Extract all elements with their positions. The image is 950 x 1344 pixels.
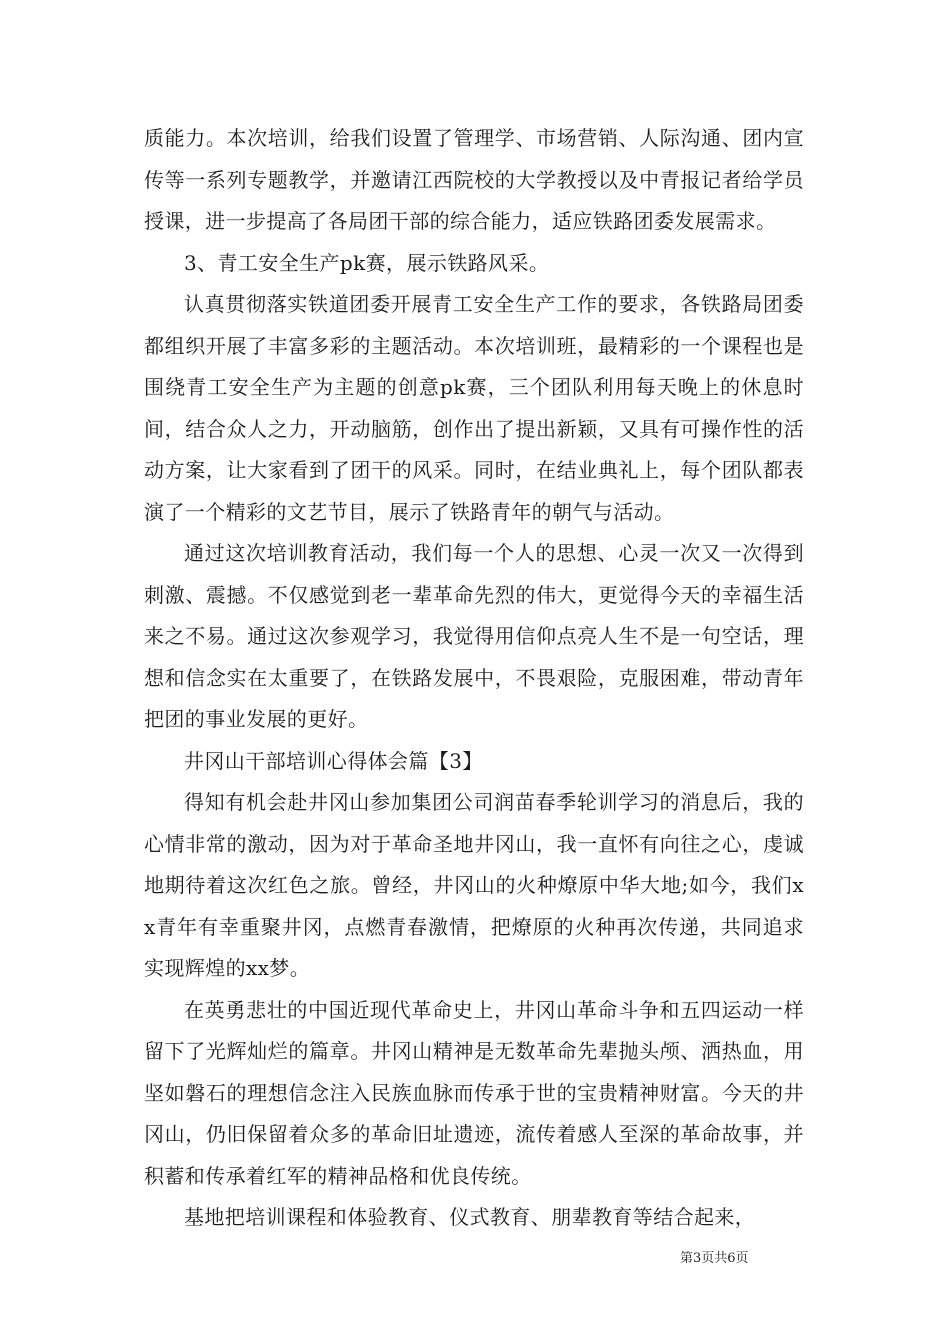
paragraph-trip-intro: 得知有机会赴井冈山参加集团公司润苗春季轮训学习的消息后，我的心情非常的激动，因为对于革命圣地井冈山，我一直怀有向往之心，虔诚地期待着这次红色之旅。曾经，井冈山的火种燎原中华大地;如今，我们xx青年有幸重聚井冈，点燃青春激情，把燎原的火种再次传递，共同追求实现辉煌的xx梦。 xyxy=(144,790,804,980)
paragraph-pk-contest: 认真贯彻落实铁道团委开展青工安全生产工作的要求，各铁路局团委都组织开展了丰富多彩的主题活动。本次培训班，最精彩的一个课程也是围绕青工安全生产为主题的创意pk赛，三个团队利用每天晚上的休息时间，结合众人之力，开动脑筋，创作出了提出新颖，又具有可操作性的活动方案，让大家看到了团干的风采。同时，在结业典礼上，每个团队都表演了一个精彩的文艺节目，展示了铁路青年的朝气与活动。 xyxy=(144,292,804,524)
paragraph-continuation: 质能力。本次培训，给我们设置了管理学、市场营销、人际沟通、团内宣传等一系列专题教学，并邀请江西院校的大学教授以及中青报记者给学员授课，进一步提高了各局团干部的综合能力，适应铁路团委发展需求。 xyxy=(144,126,804,233)
paragraph-training-base: 基地把培训课程和体验教育、仪式教育、朋辈教育等结合起来， xyxy=(184,1205,756,1229)
document-body xyxy=(144,118,804,1239)
paragraph-jinggangshan-spirit: 在英勇悲壮的中国近现代革命史上，井冈山革命斗争和五四运动一样留下了光辉灿烂的篇章。井冈山精神是无数革命先辈抛头颅、洒热血，用坚如磐石的理想信念注入民族血脉而传承于世的宝贵精神财富。今天的井冈山，仍旧保留着众多的革命旧址遗迹，流传着感人至深的革命故事，并积蓄和传承着红军的精神品格和优良传统。 xyxy=(144,997,804,1188)
section-heading-pk-contest: 3、青工安全生产pk赛，展示铁路风采。 xyxy=(184,250,550,275)
page-number-footer: 第3页共6页 xyxy=(680,1251,749,1266)
paragraph-reflection: 通过这次培训教育活动，我们每一个人的思想、心灵一次又一次得到刺激、震撼。不仅感觉到老一辈革命先烈的伟大，更觉得今天的幸福生活来之不易。通过这次参观学习，我觉得用信仰点亮人生不是一句空话，理想和信念实在太重要了，在铁路发展中，不畏艰险，克服困难，带动青年把团的事业发展的更好。 xyxy=(144,541,804,731)
article-heading-part-3: 井冈山干部培训心得体会篇【3】 xyxy=(184,748,483,773)
